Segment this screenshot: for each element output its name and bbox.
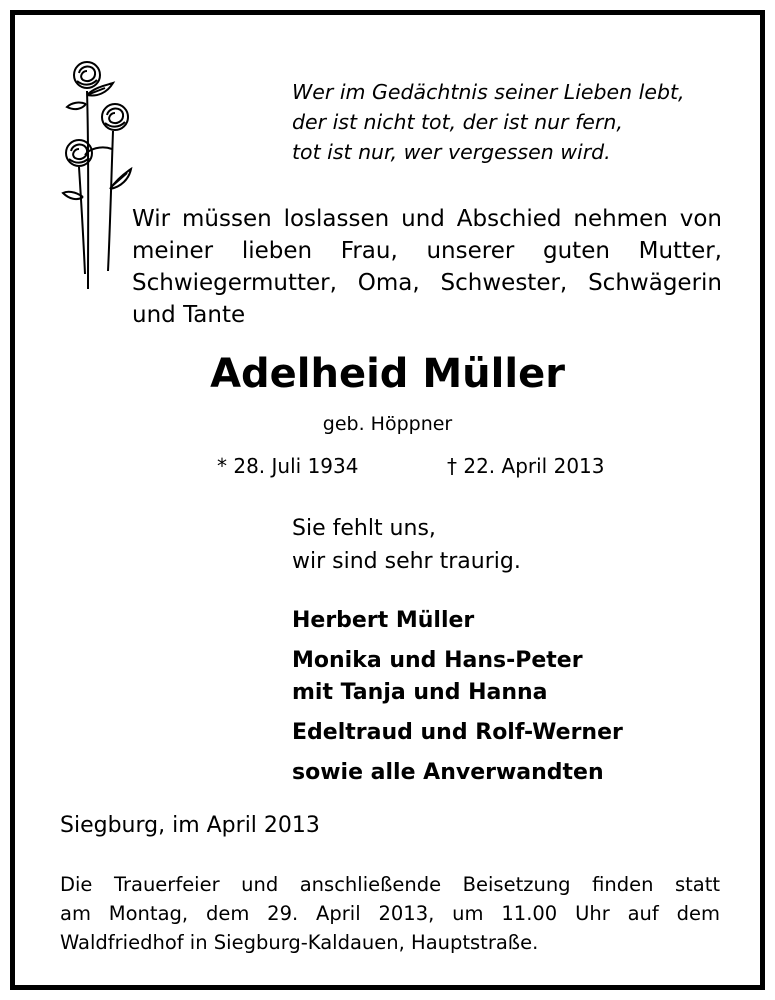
- mourner-entry: Herbert Müller: [292, 608, 475, 633]
- funeral-line: Die Trauerfeier und anschließende Beisetzung finden statt: [60, 873, 720, 896]
- farewell-line: Schwiegermutter, Oma, Schwester, Schwägerin: [132, 270, 722, 296]
- mourners-list: [292, 605, 623, 789]
- farewell-line: meiner lieben Frau, unserer guten Mutter,: [132, 238, 722, 264]
- funeral-info: [60, 870, 720, 957]
- sadness-text: [292, 512, 521, 578]
- funeral-line: Waldfriedhof in Siegburg-Kaldauen, Hauptstraße.: [60, 931, 539, 954]
- farewell-text: [132, 203, 722, 331]
- funeral-line: am Montag, dem 29. April 2013, um 11.00 Uhr auf dem: [60, 902, 720, 925]
- quote-line: Wer im Gedächtnis seiner Lieben lebt,: [292, 80, 685, 104]
- farewell-line: Wir müssen loslassen und Abschied nehmen von: [132, 206, 722, 232]
- place-date: Siegburg, im April 2013: [60, 813, 320, 838]
- deceased-name: Adelheid Müller: [210, 351, 565, 397]
- quote-line: der ist nicht tot, der ist nur fern,: [292, 110, 623, 134]
- mourner-entry: mit Tanja und Hanna: [292, 680, 548, 705]
- sadness-line: wir sind sehr traurig.: [292, 549, 521, 574]
- death-date: † 22. April 2013: [447, 454, 605, 478]
- farewell-line: und Tante: [132, 302, 246, 328]
- obituary-frame: [10, 10, 765, 990]
- birth-date: * 28. Juli 1934: [217, 454, 359, 478]
- sadness-line: Sie fehlt uns,: [292, 516, 436, 541]
- mourner-entry: Edeltraud und Rolf-Werner: [292, 720, 623, 745]
- mourner-entry: Monika und Hans-Peter: [292, 648, 583, 673]
- mourner-entry: sowie alle Anverwandten: [292, 760, 604, 785]
- memorial-quote: [292, 77, 685, 167]
- quote-line: tot ist nur, wer vergessen wird.: [292, 140, 611, 164]
- birth-name: geb. Höppner: [322, 413, 453, 435]
